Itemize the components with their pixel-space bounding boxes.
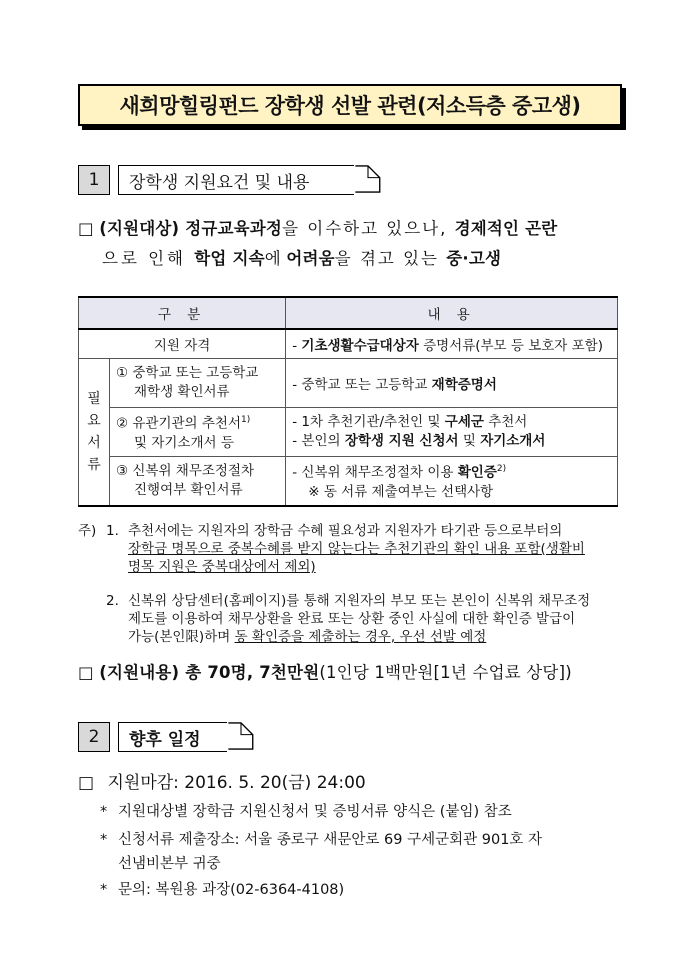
doc-item-3 [110,457,286,507]
text-bold: 중·고생 [446,249,502,268]
notes-prefix: 주) [78,523,97,539]
group-char: 류 [87,457,101,473]
footnotes [78,522,638,646]
group-label [79,359,110,507]
text-bold: 학업 지속 [194,249,265,268]
text-bold: 경제적인 곤란 [454,219,558,238]
folded-corner-icon [227,722,255,750]
doc-item-line: 및 자기소개서 등 [134,434,234,451]
header-category: 구 분 [79,297,286,329]
table-row [79,329,618,359]
section-1-label: 장학생 지원요건 및 내용 [118,165,354,195]
note-line: 신복위 상담센터(홈페이지)를 통해 지원자의 부모 또는 본인이 신복위 채무조정 [128,593,591,609]
table-header-row [79,297,618,329]
schedule-notes [100,800,630,902]
footnote-ref: 2) [496,464,507,475]
bullet-mark: * [100,832,108,848]
list-item [100,878,630,902]
checkbox-icon: □ [78,773,95,793]
list-item-text: 신청서류 제출장소: 서울 종로구 새문안로 69 구세군회관 901호 자 [118,832,543,848]
text: 추천서 [483,414,528,430]
group-char: 요 [87,413,101,429]
note-line-underlined: (생활비 [540,541,585,557]
note-1-number: 1. [106,523,119,539]
note-2-number: 2. [106,593,119,609]
support-target-paragraph [78,214,638,274]
section-2-header [78,722,255,752]
folded-corner-icon [354,165,382,193]
dash: - [292,338,302,354]
label-support: (지원내용) [99,663,180,682]
requirements-table [78,296,618,507]
text: 으로 인해 [102,249,195,268]
doc-content-1 [286,359,618,408]
support-content-paragraph [78,658,638,688]
table-row [79,359,618,408]
label-target: (지원대상) [99,219,180,238]
note-line: 제도를 이용하여 채무상환을 완료 또는 상환 중인 사실에 대한 확인증 발급이 [128,611,576,627]
note-line-underlined: 명목 지원은 중복대상에서 제외) [128,559,316,575]
text-bold: 자기소개서 [480,433,546,449]
page-title-text: 새희망힐링펀드 장학생 선발 관련(저소득층 중고생) [119,94,581,118]
page-title [78,84,622,126]
qualify-label: 지원 자격 [79,329,286,359]
checkbox-icon: □ [78,663,94,682]
text-bold: 어려움 [286,249,335,268]
group-char: 서 [87,435,101,451]
doc-content-2 [286,408,618,457]
text: 을 겪고 있는 [334,249,447,268]
text: - 신복위 채무조정절차 이용 [292,464,458,481]
list-item [100,828,630,876]
section-2-label: 향후 일정 [118,722,227,752]
text-bold: 재학증명서 [431,377,497,393]
text: 을 이수하고 있으나, [282,219,455,238]
doc-item-line: ① 중학교 또는 고등학교 [116,365,259,381]
text: 에 [264,249,287,268]
qualify-bold: 기초생활수급대상자 [301,338,419,354]
doc-item-line: ② 유관기관의 추천서 [116,415,242,432]
section-1-header [78,165,382,195]
text: - 1차 추천기관/추천인 및 [292,414,445,430]
doc-item-1 [110,359,286,408]
header-content: 내 용 [286,297,618,329]
text: - 중학교 또는 고등학교 [292,377,432,393]
group-char: 필 [87,391,101,407]
section-2-number: 2 [78,722,110,752]
note-line: 가능(본인限)하며 [128,629,235,645]
bullet-mark: * [100,882,108,898]
bullet-mark: * [100,804,108,820]
text: (1인당 1백만원[1년 수업료 상당]) [319,663,572,682]
deadline-text: 지원마감: 2016. 5. 20(금) 24:00 [107,773,366,793]
doc-item-line: 재학생 확인서류 [134,384,230,400]
list-item-text: 선냄비본부 귀중 [118,856,221,872]
footnote-ref: 1) [241,415,251,426]
text-bold: 확인증 [457,464,497,481]
doc-item-line: 진행여부 확인서류 [134,482,243,498]
text-bold: 구세군 [444,414,484,430]
text: 및 [458,433,481,449]
note-line: 추천서에는 지원자의 장학금 수혜 필요성과 지원자가 타기관 등으로부터의 [128,523,563,539]
text-bold: 정규교육과정 [179,219,283,238]
text: ※ 동 서류 제출여부는 선택사항 [308,483,494,500]
doc-item-line: ③ 신복위 채무조정절차 [116,463,255,479]
section-1-number: 1 [78,165,110,195]
deadline [78,768,366,793]
qualify-rest: 증명서류(부모 등 보호자 포함) [418,338,603,354]
list-item-text: 문의: 복원용 과장(02-6364-4108) [118,882,345,898]
doc-item-2 [110,408,286,457]
text-bold: 총 70명, 7천만원 [179,663,320,682]
doc-content-3 [286,457,618,507]
table-row [79,457,618,507]
note-line-underlined: 장학금 명목으로 중복수혜를 받지 않는다는 추천기관의 확인 내용 포함 [128,541,541,557]
list-item-text: 지원대상별 장학금 지원신청서 및 증빙서류 양식은 (붙임) 참조 [118,804,512,820]
qualify-content [286,329,618,359]
text: - 본인의 [292,433,345,449]
text-bold: 장학생 지원 신청서 [344,433,459,449]
checkbox-icon: □ [78,219,94,238]
table-row [79,408,618,457]
note-line-underlined: 동 확인증을 제출하는 경우, 우선 선발 예정 [234,629,487,645]
list-item [100,800,630,824]
